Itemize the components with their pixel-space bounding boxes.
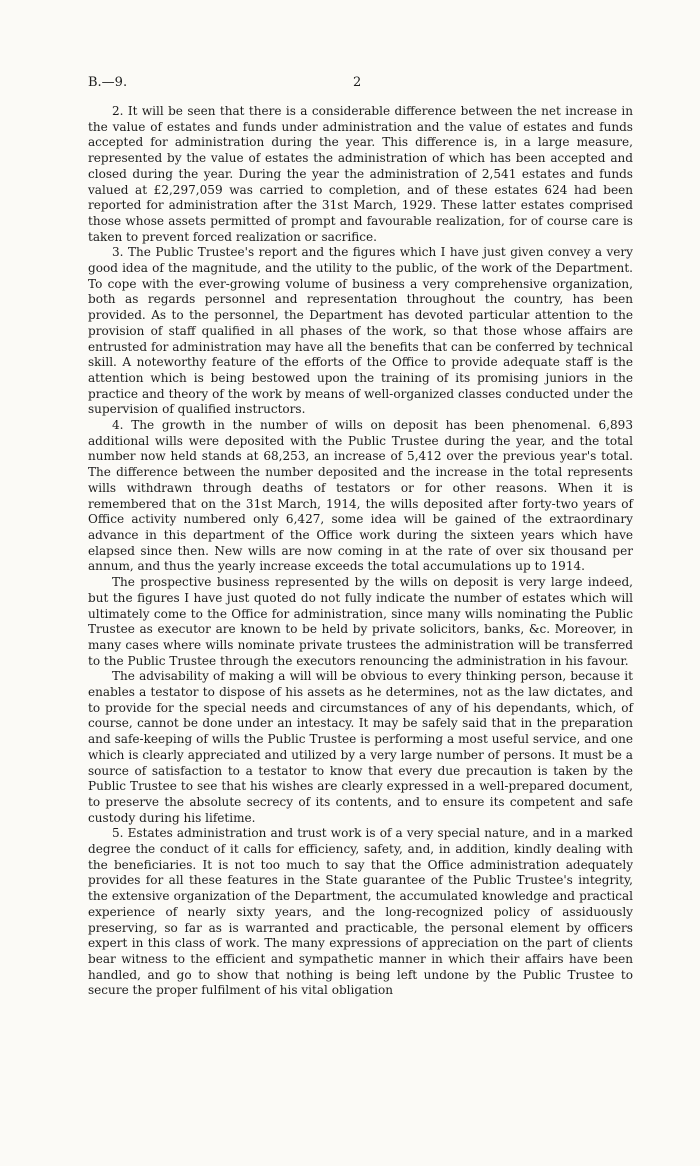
- paragraph-2: 2. It will be seen that there is a considerable difference between the net increase in the value of estates and funds under administration and the value of estates and funds accepted for administration during the year. This difference is, in a large measure, represented by the value of estates the administration of which has been accepted and closed during the year. During the year the administration of 2,541 estates and funds valued at £2,297,059 was carried to completion, and of these estates 624 had been reported for administration after the 31st March, 1929. These latter estates comprised those whose assets permitted of prompt and favourable realization, for of course care is taken to prevent forced realization or sacrifice.: [88, 104, 633, 244]
- document-page: [88, 75, 633, 999]
- document-body: [88, 104, 633, 999]
- paragraph-5: 5. Estates administration and trust work is of a very special nature, and in a marked degree the conduct of it calls for efficiency, safety, and, in addition, kindly dealing with the beneficiaries. It is not too much to say that the Office administration adequately provides for all these features in the State guarantee of the Public Trustee's integrity, the extensive organization of the Department, the accumulated knowledge and practical experience of nearly sixty years, and the long-recognized policy of assiduously preserving, so far as is warranted and practicable, the personal element by officers expert in this class of work. The many expressions of appreciation on the part of clients bear witness to the efficient and sympathetic manner in which their affairs have been handled, and go to show that nothing is being left undone by the Public Trustee to secure the proper fulfilment of his vital obligation: [88, 826, 633, 998]
- paragraph-3: 3. The Public Trustee's report and the figures which I have just given convey a very good idea of the magnitude, and the utility to the public, of the work of the Department. To cope with the ever-growing volume of business a very comprehensive organization, both as regards personnel and representation throughout the country, has been provided. As to the personnel, the Department has devoted particular attention to the provision of staff qualified in all phases of the work, so that those whose affairs are entrusted for administration may have all the benefits that can be conferred by technical skill. A noteworthy feature of the efforts of the Office to provide adequate staff is the attention which is being bestowed upon the training of its promising juniors in the practice and theory of the work by means of well-organized classes conducted under the supervision of qualified instructors.: [88, 245, 633, 417]
- document-reference: B.—9.: [88, 75, 128, 90]
- page-header: [88, 75, 633, 99]
- paragraph-advisability: The advisability of making a will will be obvious to every thinking person, because it enables a testator to dispose of his assets as he determines, not as the law dictates, and to provide for the special needs and circumstances of any of his dependants, which, of course, cannot be done under an intestacy. It may be safely said that in the preparation and safe-keeping of wills the Public Trustee is performing a most useful service, and one which is clearly appreciated and utilized by a very large number of persons. It must be a source of satisfaction to a testator to know that every due precaution is taken by the Public Trustee to see that his wishes are clearly expressed in a well-prepared document, to preserve the absolute secrecy of its contents, and to ensure its competent and safe custody during his lifetime.: [88, 669, 633, 825]
- paragraph-4: 4. The growth in the number of wills on deposit has been phenomenal. 6,893 additional wills were deposited with the Public Trustee during the year, and the total number now held stands at 68,253, an increase of 5,412 over the previous year's total. The difference between the number deposited and the increase in the total represents wills withdrawn through deaths of testators or for other reasons. When it is remembered that on the 31st March, 1914, the wills deposited after forty-two years of Office activity numbered only 6,427, some idea will be gained of the extraordinary advance in this department of the Office work during the sixteen years which have elapsed since then. New wills are now coming in at the rate of over six thousand per annum, and thus the yearly increase exceeds the total accumulations up to 1914.: [88, 418, 633, 574]
- paragraph-prospective-business: The prospective business represented by the wills on deposit is very large indeed, but the figures I have just quoted do not fully indicate the number of estates which will ultimately come to the Office for administration, since many wills nominating the Public Trustee as executor are known to be held by private solicitors, banks, &c. Moreover, in many cases where wills nominate private trustees the administration will be transferred to the Public Trustee through the executors renouncing the administration in his favour.: [88, 575, 633, 668]
- page-number: 2: [353, 75, 362, 90]
